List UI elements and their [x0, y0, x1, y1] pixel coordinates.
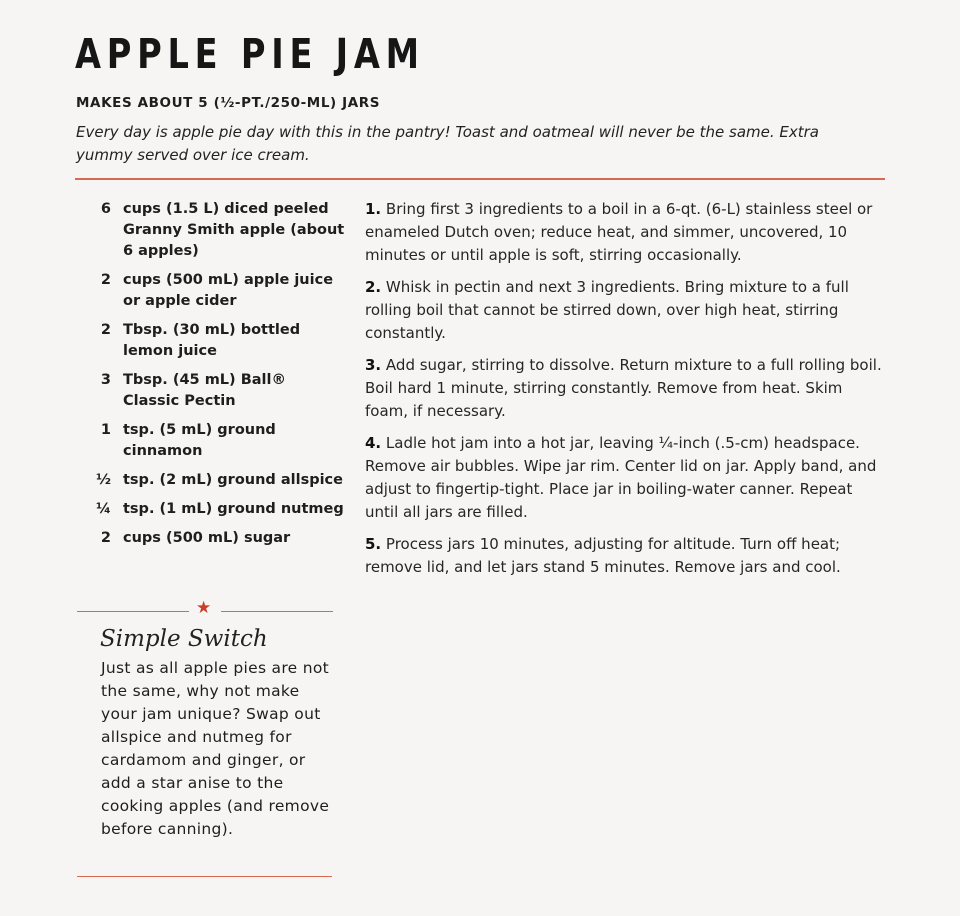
ingredient-qty: 2	[100, 272, 111, 288]
ingredient-text: cups (1.5 L) diced peeled Granny Smith apple (about 6 apples)	[123, 201, 345, 259]
recipe-title: APPLE PIE JAM	[75, 30, 425, 78]
step-text: Add sugar, stirring to dissolve. Return mixture to a full rolling boil. Boil hard 1 minute, stirring constantly. Remove from heat. Skim foam, if necessary.	[365, 356, 882, 420]
recipe-intro: Every day is apple pie day with this in the pantry! Toast and oatmeal will never be the same. Extra yummy served over ice cream.	[76, 123, 819, 164]
divider-line-left	[77, 611, 189, 612]
method-step	[365, 533, 885, 579]
ingredients-list	[76, 199, 346, 557]
ingredient-text: tsp. (5 mL) ground cinnamon	[123, 422, 276, 459]
ingredient-qty: ¼	[95, 501, 111, 517]
step-number: 1.	[365, 200, 382, 218]
simple-switch-title: Simple Switch	[100, 626, 268, 652]
simple-switch-divider	[77, 598, 333, 618]
step-number: 4.	[365, 434, 382, 452]
divider-line-right	[221, 611, 333, 612]
ingredient-text: tsp. (1 mL) ground nutmeg	[123, 501, 344, 517]
ingredient-text: tsp. (2 mL) ground allspice	[123, 472, 343, 488]
step-text: Ladle hot jam into a hot jar, leaving ¼-inch (.5-cm) headspace. Remove air bubbles. Wipe jar rim. Center lid on jar. Apply band, and adjust to fingertip-tight. Place jar in boiling-water canner. Repeat until all jars are filled.	[365, 434, 877, 521]
ingredient-qty: 2	[100, 322, 111, 338]
ingredient-item	[76, 320, 346, 362]
ingredient-item	[76, 370, 346, 412]
step-number: 3.	[365, 356, 382, 374]
ingredient-qty: 1	[100, 422, 111, 438]
method-steps	[365, 198, 885, 588]
ingredient-item	[76, 199, 346, 262]
simple-switch-body: Just as all apple pies are not the same, why not make your jam unique? Swap out allspice and nutmeg for cardamom and ginger, or add a star anise to the cooking apples (and remove before canning).	[101, 659, 330, 838]
step-text: Whisk in pectin and next 3 ingredients. Bring mixture to a full rolling boil that cannot be stirred down, over high heat, stirring constantly.	[365, 278, 849, 342]
star-icon: ★	[196, 598, 212, 618]
step-text: Bring first 3 ingredients to a boil in a 6-qt. (6-L) stainless steel or enameled Dutch oven; reduce heat, and simmer, uncovered, 10 minutes or until apple is soft, stirring occasionally.	[365, 200, 873, 264]
ingredient-item	[76, 528, 346, 549]
ingredient-text: Tbsp. (45 mL) Ball® Classic Pectin	[123, 372, 286, 409]
step-text: Process jars 10 minutes, adjusting for altitude. Turn off heat; remove lid, and let jars stand 5 minutes. Remove jars and cool.	[365, 535, 841, 576]
step-number: 2.	[365, 278, 382, 296]
ingredient-qty: 2	[100, 530, 111, 546]
ingredient-qty: ½	[95, 472, 111, 488]
ingredient-item	[76, 470, 346, 491]
method-step	[365, 432, 885, 524]
ingredient-item	[76, 270, 346, 312]
simple-switch-bottom-divider	[77, 876, 332, 877]
ingredient-item	[76, 420, 346, 462]
ingredient-text: cups (500 mL) sugar	[123, 530, 291, 546]
step-number: 5.	[365, 535, 382, 553]
method-step	[365, 198, 885, 267]
method-step	[365, 276, 885, 345]
ingredient-text: cups (500 mL) apple juice or apple cider	[123, 272, 334, 309]
header-divider	[75, 178, 885, 180]
ingredient-item	[76, 499, 346, 520]
method-step	[365, 354, 885, 423]
ingredient-qty: 3	[100, 372, 111, 388]
ingredient-qty: 6	[100, 201, 111, 217]
ingredient-text: Tbsp. (30 mL) bottled lemon juice	[123, 322, 301, 359]
recipe-yield: MAKES ABOUT 5 (½-PT./250-ML) JARS	[76, 95, 381, 111]
